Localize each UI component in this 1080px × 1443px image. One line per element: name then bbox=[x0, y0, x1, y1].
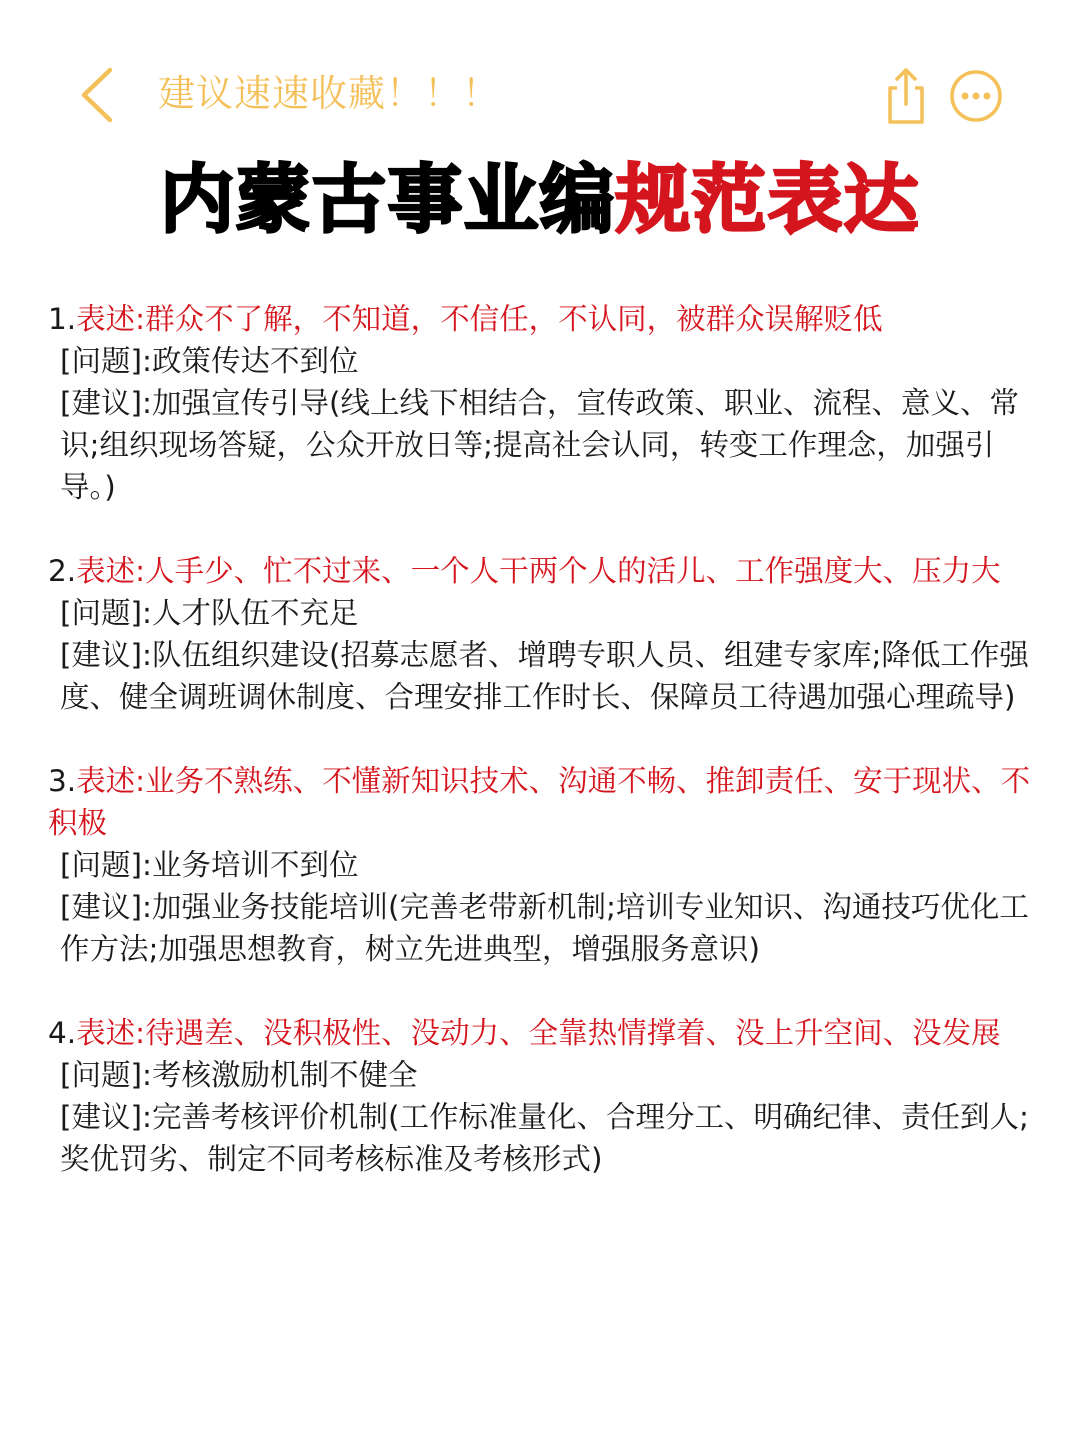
advice-line bbox=[48, 382, 1033, 508]
nav-title: 建议速速收藏！！！ bbox=[158, 72, 500, 115]
problem-text: 业务培训不到位 bbox=[151, 848, 359, 882]
advice-text: 队伍组织建设(招募志愿者、增聘专职人员、组建专家库;降低工作强度、健全调班调休制度、合理安排工作时长、保障员工待遇加强心理疏导) bbox=[60, 638, 1029, 714]
page-headline bbox=[0, 150, 1080, 250]
problem-tag: [问题]: bbox=[60, 344, 152, 378]
list-item bbox=[48, 550, 1033, 718]
statement-line bbox=[48, 298, 1033, 340]
list-item bbox=[48, 1012, 1033, 1180]
content-body bbox=[48, 298, 1033, 1222]
share-icon bbox=[878, 62, 934, 128]
statement-line bbox=[48, 1012, 1033, 1054]
problem-text: 人才队伍不充足 bbox=[151, 596, 359, 630]
list-item bbox=[48, 298, 1033, 508]
problem-line bbox=[48, 592, 1033, 634]
statement-line bbox=[48, 550, 1033, 592]
advice-text: 完善考核评价机制(工作标准量化、合理分工、明确纪律、责任到人;奖优罚劣、制定不同考核标准及考核形式) bbox=[60, 1100, 1029, 1176]
share-button[interactable] bbox=[878, 62, 934, 128]
chevron-left-icon bbox=[70, 62, 130, 128]
item-number: 3. bbox=[48, 764, 77, 798]
advice-line bbox=[48, 886, 1033, 970]
item-number: 1. bbox=[48, 302, 77, 336]
statement-text: 表述:待遇差、没积极性、没动力、全靠热情撑着、没上升空间、没发展 bbox=[76, 1016, 1001, 1050]
problem-tag: [问题]: bbox=[60, 1058, 152, 1092]
problem-text: 考核激励机制不健全 bbox=[151, 1058, 418, 1092]
problem-line bbox=[48, 844, 1033, 886]
headline-black-part: 内蒙古事业编 bbox=[160, 157, 616, 243]
more-button[interactable] bbox=[948, 68, 1004, 124]
statement-line bbox=[48, 760, 1033, 844]
problem-tag: [问题]: bbox=[60, 848, 152, 882]
back-button[interactable] bbox=[70, 62, 130, 128]
more-dots-icon bbox=[948, 68, 1004, 124]
problem-line bbox=[48, 340, 1033, 382]
statement-text: 表述:人手少、忙不过来、一个人干两个人的活儿、工作强度大、压力大 bbox=[76, 554, 1001, 588]
headline-red-part: 规范表达 bbox=[616, 157, 920, 243]
advice-text: 加强业务技能培训(完善老带新机制;培训专业知识、沟通技巧优化工作方法;加强思想教育，树立先进典型，增强服务意识) bbox=[60, 890, 1029, 966]
item-number: 4. bbox=[48, 1016, 77, 1050]
advice-line bbox=[48, 1096, 1033, 1180]
item-number: 2. bbox=[48, 554, 77, 588]
advice-tag: [建议]: bbox=[60, 1100, 152, 1134]
statement-text: 表述:业务不熟练、不懂新知识技术、沟通不畅、推卸责任、安于现状、不积极 bbox=[48, 764, 1031, 840]
advice-text: 加强宣传引导(线上线下相结合，宣传政策、职业、流程、意义、常识;组织现场答疑，公众开放日等;提高社会认同，转变工作理念，加强引导。) bbox=[60, 386, 1019, 504]
statement-text: 表述:群众不了解，不知道，不信任，不认同，被群众误解贬低 bbox=[76, 302, 883, 336]
advice-tag: [建议]: bbox=[60, 386, 152, 420]
advice-tag: [建议]: bbox=[60, 638, 152, 672]
advice-line bbox=[48, 634, 1033, 718]
list-item bbox=[48, 760, 1033, 970]
problem-text: 政策传达不到位 bbox=[151, 344, 359, 378]
problem-tag: [问题]: bbox=[60, 596, 152, 630]
problem-line bbox=[48, 1054, 1033, 1096]
advice-tag: [建议]: bbox=[60, 890, 152, 924]
